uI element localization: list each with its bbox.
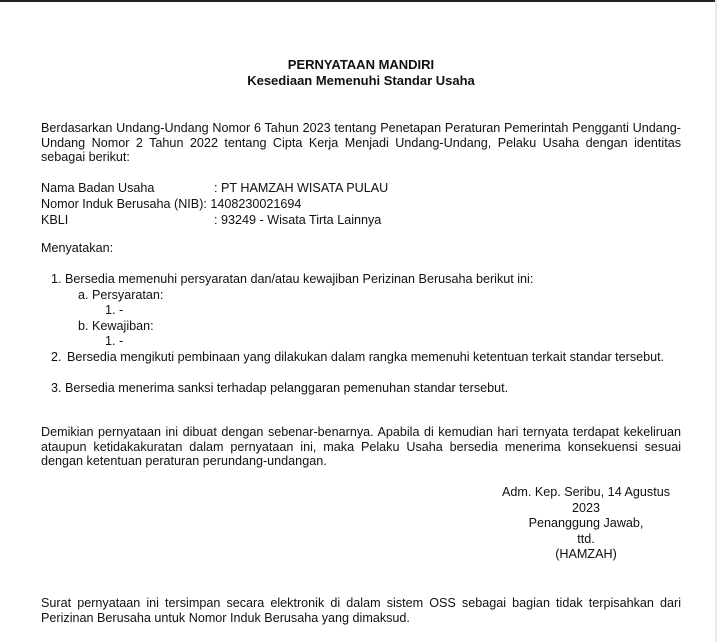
scan-top-border (0, 0, 717, 2)
signature-block (481, 485, 691, 563)
signature-place-date: Adm. Kep. Seribu, 14 Agustus (501, 485, 671, 499)
document-subtitle: Kesediaan Memenuhi Standar Usaha (247, 73, 475, 88)
item-text: - (119, 303, 124, 317)
field-label: Nomor Induk Berusaha (NIB) (41, 197, 204, 211)
list-item (51, 350, 681, 365)
closing-paragraph: Demikian pernyataan ini dibuat dengan sebenar-benarnya. Apabila di kemudian hari ternyata terdapat kekeliruan ataupun ketidakakuratan dalam pernyataan ini, maka Pelaku Usaha bersedia menerima konsekuensi sesuai dengan ketentuan peraturan perundang-undangan. (41, 425, 681, 469)
signature-role: Penanggung Jawab, (528, 516, 644, 530)
field-row-kbli (41, 213, 681, 229)
item-number: 2. (51, 350, 62, 364)
field-value: : 93249 - Wisata Tirta Lainnya (214, 213, 382, 227)
field-row-nib (41, 197, 681, 213)
item-text: Bersedia memenuhi persyaratan dan/atau kewajiban Perizinan Berusaha berikut ini: (65, 272, 534, 286)
footer-note: Surat pernyataan ini tersimpan secara elektronik di dalam sistem OSS sebagai bagian tidak terpisahkan dari Perizinan Berusaha untuk Nomor Induk Berusaha yang dimaksud. (41, 596, 681, 625)
field-value: : 1408230021694 (203, 197, 302, 211)
list-item (105, 334, 123, 349)
field-label: KBLI (41, 213, 69, 227)
identity-fields (41, 181, 681, 229)
document-title: PERNYATAAN MANDIRI (287, 57, 435, 72)
signature-name: (HAMZAH) (555, 547, 617, 561)
declare-label: Menyatakan: (41, 241, 114, 255)
field-value: : PT HAMZAH WISATA PULAU (214, 181, 389, 195)
item-text: - (119, 334, 124, 348)
field-label: Nama Badan Usaha (41, 181, 155, 195)
list-item (78, 288, 163, 303)
list-item (78, 319, 154, 334)
intro-paragraph: Berdasarkan Undang-Undang Nomor 6 Tahun 2023 tentang Penetapan Peraturan Pemerintah Pengganti Undang-Undang Nomor 2 Tahun 2022 tentang Cipta Kerja Menjadi Undang-Undang, Pelaku Usaha dengan identitas sebagai berikut: (41, 121, 681, 165)
item-text: Persyaratan: (92, 288, 164, 302)
list-item (51, 381, 508, 396)
item-text: Bersedia menerima sanksi terhadap pelanggaran pemenuhan standar tersebut. (65, 381, 509, 395)
list-item (51, 272, 533, 287)
item-text: Bersedia mengikuti pembinaan yang dilakukan dalam rangka memenuhi ketentuan terkait standar tersebut. (67, 350, 665, 364)
item-number: 1. (51, 272, 62, 286)
list-item (105, 303, 123, 318)
item-number: b. (78, 319, 89, 333)
item-number: 3. (51, 381, 62, 395)
item-text: Kewajiban: (92, 319, 154, 333)
item-number: 1. (105, 303, 116, 317)
signature-year: 2023 (571, 500, 601, 515)
field-row-company (41, 181, 681, 197)
signature-ttd: ttd. (577, 531, 595, 546)
item-number: a. (78, 288, 89, 302)
item-number: 1. (105, 334, 116, 348)
